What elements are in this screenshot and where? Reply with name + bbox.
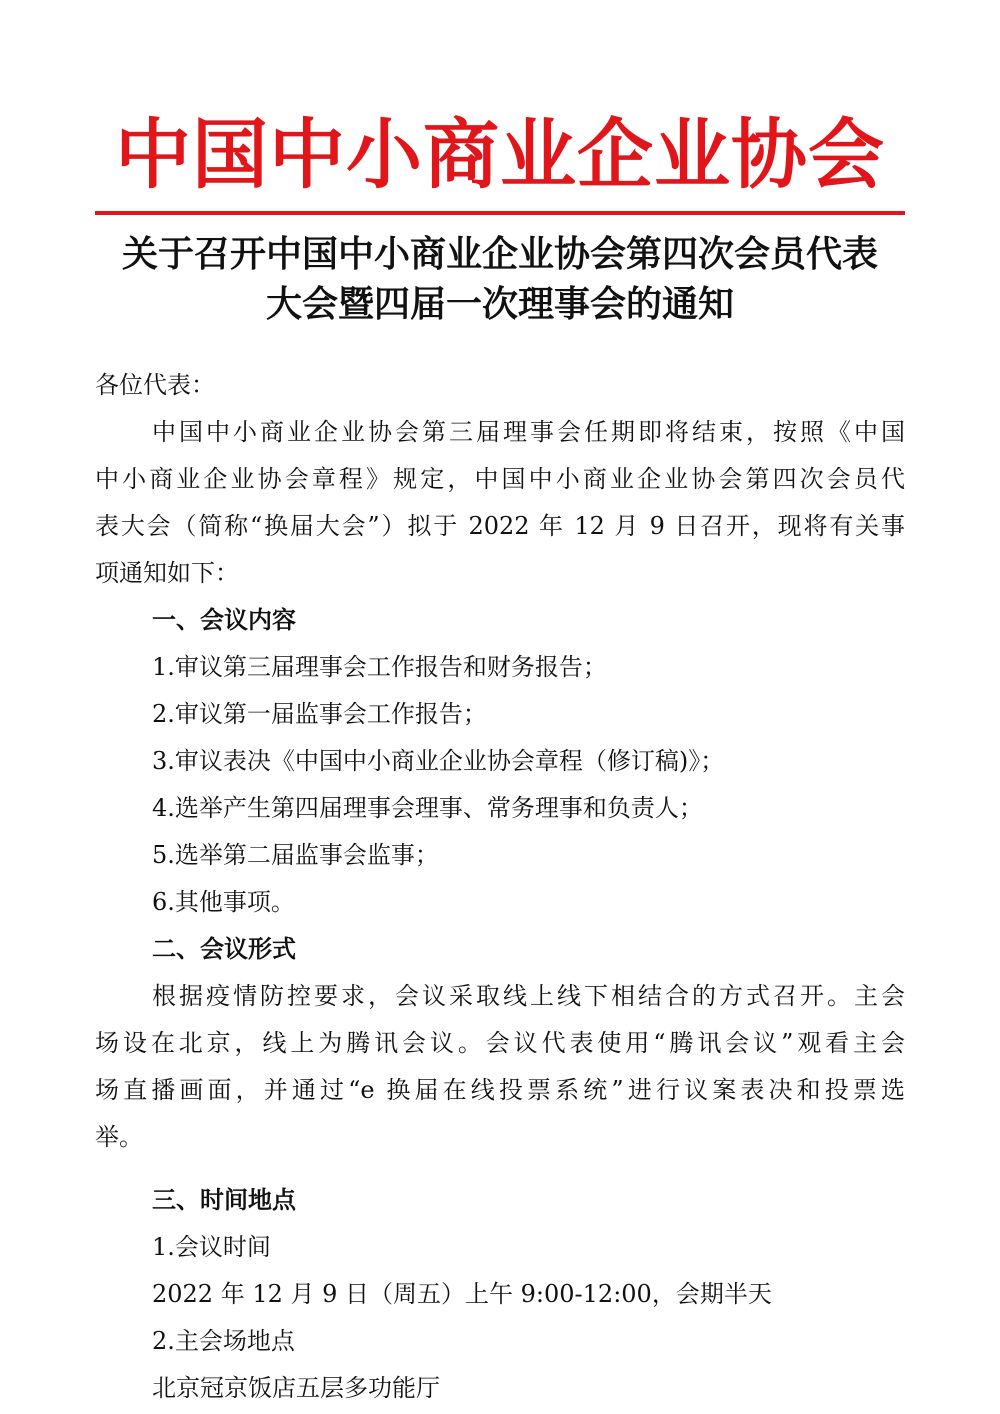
venue-label: 2.主会场地点: [152, 1327, 295, 1355]
document-body: [95, 362, 905, 1412]
section-1-item-6: 6.其他事项。: [152, 888, 295, 916]
venue-value: 北京冠京饭店五层多功能厅: [152, 1374, 440, 1402]
intro-line-1: 中国中小商业企业协会第三届理事会任期即将结束，按照《中国: [152, 418, 905, 446]
section-1-item-3: 3.审议表决《中国中小商业企业协会章程（修订稿)》；: [152, 747, 725, 775]
salutation: 各位代表：: [95, 371, 215, 399]
section-1-item-5: 5.选举第二届监事会监事；: [152, 841, 439, 869]
section-3-heading: 三、时间地点: [152, 1186, 296, 1214]
section-2-line-4: 举。: [95, 1123, 143, 1151]
red-divider-line: [95, 211, 905, 215]
document-title-line-1: 关于召开中国中小商业企业协会第四次会员代表: [121, 234, 878, 275]
section-2-line-3: 场直播画面，并通过“e 换届在线投票系统”进行议案表决和投票选: [95, 1076, 905, 1104]
section-2-line-1: 根据疫情防控要求，会议采取线上线下相结合的方式召开。主会: [152, 982, 905, 1010]
organization-letterhead: 中国中小商业企业协会: [115, 110, 885, 199]
document-title-line-2: 大会暨四届一次理事会的通知: [265, 284, 734, 325]
document-title: [95, 230, 905, 330]
section-2-heading: 二、会议形式: [152, 935, 296, 963]
intro-line-2: 中小商业企业协会章程》规定，中国中小商业企业协会第四次会员代: [95, 465, 905, 493]
section-2-line-2: 场设在北京，线上为腾讯会议。会议代表使用“腾讯会议”观看主会: [95, 1029, 905, 1057]
intro-line-3: 表大会（简称“换届大会”）拟于 2022 年 12 月 9 日召开，现将有关事: [95, 512, 905, 540]
section-1-item-2: 2.审议第一届监事会工作报告；: [152, 700, 487, 728]
section-1-heading: 一、会议内容: [152, 606, 296, 634]
section-1-item-1: 1.审议第三届理事会工作报告和财务报告；: [152, 653, 607, 681]
meeting-time-value: 2022 年 12 月 9 日（周五）上午 9:00-12:00，会期半天: [152, 1280, 772, 1308]
intro-line-4: 项通知如下：: [95, 559, 239, 587]
section-1-item-4: 4.选举产生第四届理事会理事、常务理事和负责人；: [152, 794, 703, 822]
meeting-time-label: 1.会议时间: [152, 1233, 271, 1261]
